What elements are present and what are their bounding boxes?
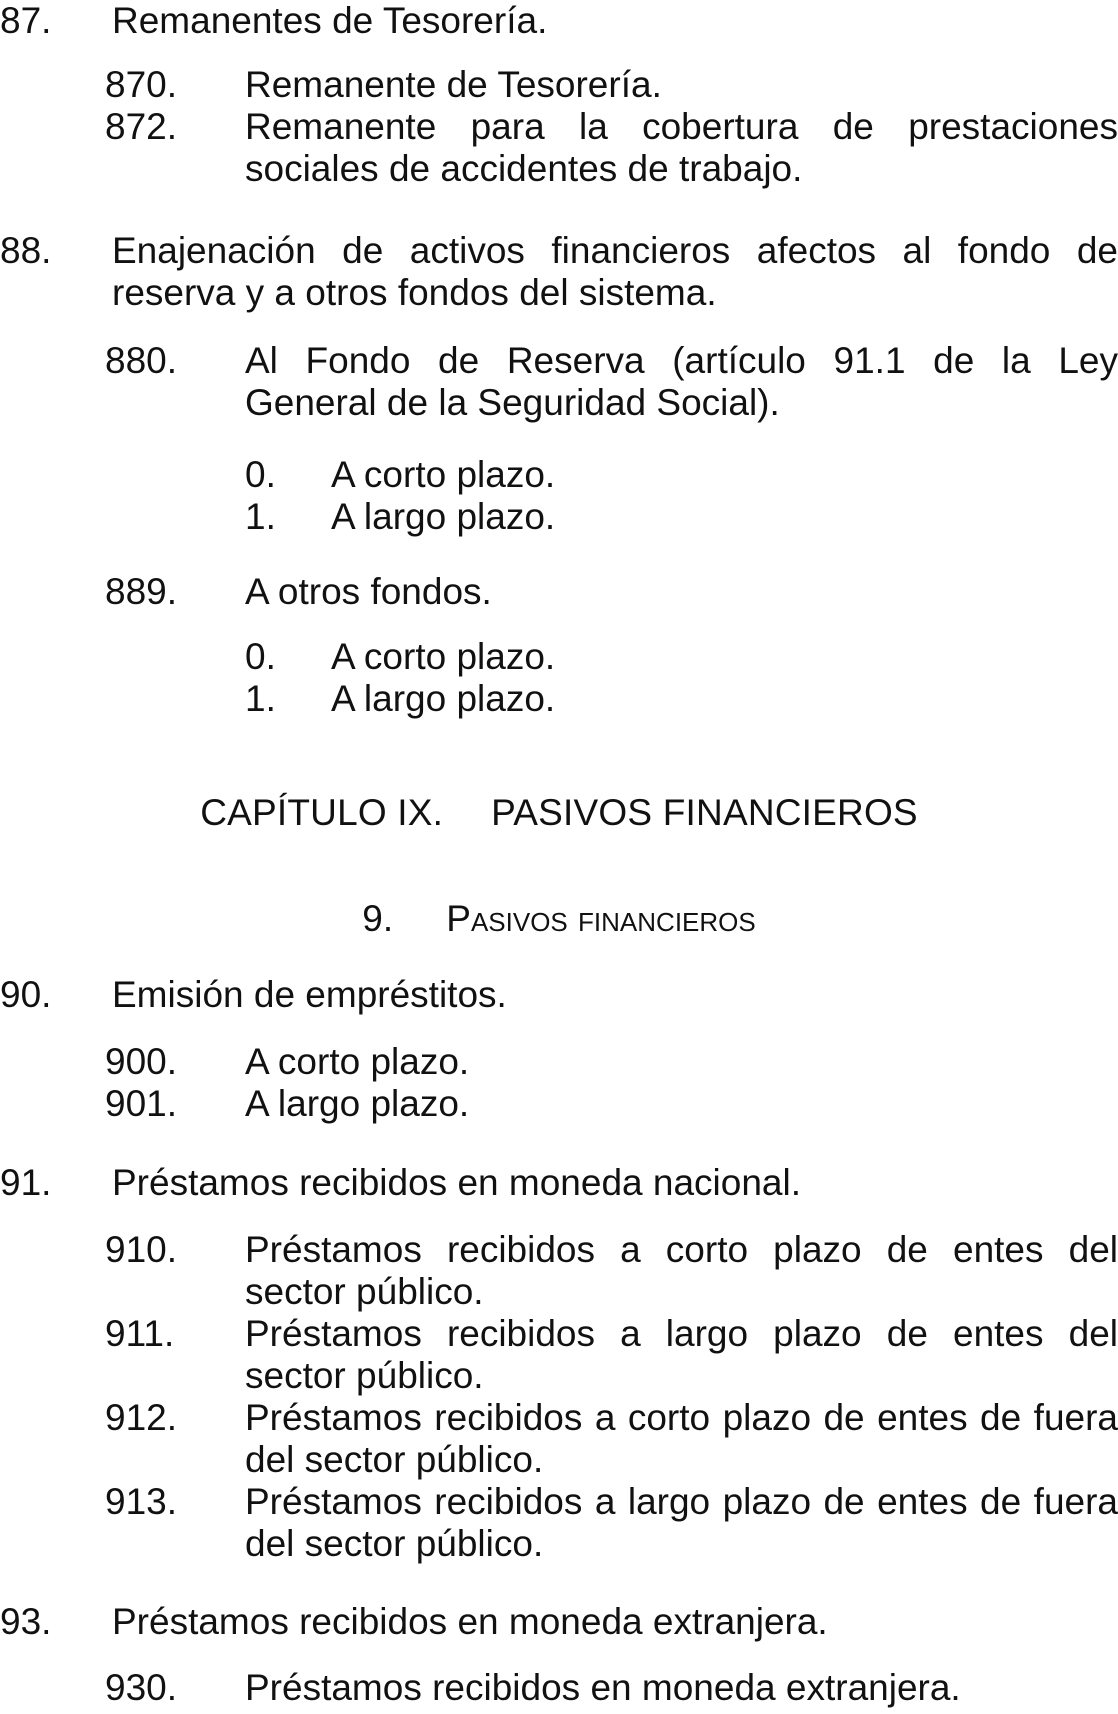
item-text: Préstamos recibidos en moneda extranjera. (112, 1601, 828, 1642)
item-text: A largo plazo. (331, 678, 556, 719)
chapter-title: PASIVOS FINANCIEROS (491, 792, 918, 833)
section-title: Pasivos financieros (446, 898, 756, 939)
list-item (0, 1162, 1118, 1204)
item-number: 0. (245, 454, 276, 495)
list-item (105, 64, 1118, 106)
item-number: 872. (105, 106, 178, 147)
item-text: Enajenación de activos financieros afectos al fondo de reserva y a otros fondos del sistema. (112, 230, 1118, 313)
item-number: 911. (105, 1313, 175, 1354)
list-item (105, 1667, 1118, 1709)
item-text: A corto plazo. (245, 1041, 470, 1082)
item-number: 880. (105, 340, 178, 381)
item-number: 1. (245, 678, 276, 719)
item-number: 901. (105, 1083, 178, 1124)
list-item (105, 1313, 1118, 1397)
item-number: 0. (245, 636, 276, 677)
item-text: Al Fondo de Reserva (artículo 91.1 de la Ley General de la Seguridad Social). (245, 340, 1118, 423)
section-number: 9. (362, 898, 394, 939)
item-text: A corto plazo. (331, 636, 556, 677)
item-text: Préstamos recibidos en moneda extranjera. (245, 1667, 961, 1708)
list-item (245, 678, 1118, 720)
item-text: Remanente de Tesorería. (245, 64, 662, 105)
list-item (245, 636, 1118, 678)
item-text: Préstamos recibidos a corto plazo de entes del sector público. (245, 1229, 1118, 1312)
item-number: 88. (0, 230, 52, 271)
item-number: 87. (0, 0, 52, 41)
list-item (105, 106, 1118, 190)
list-item (0, 974, 1118, 1016)
list-item (0, 230, 1118, 314)
list-item (105, 571, 1118, 613)
list-item (105, 1083, 1118, 1125)
list-item (105, 1481, 1118, 1565)
section-heading (0, 898, 1118, 940)
item-number: 90. (0, 974, 52, 1015)
item-number: 889. (105, 571, 178, 612)
item-text: Emisión de empréstitos. (112, 974, 507, 1015)
list-item (0, 1601, 1118, 1643)
item-text: Remanente para la cobertura de prestaciones sociales de accidentes de trabajo. (245, 106, 1118, 189)
item-number: 912. (105, 1397, 178, 1438)
item-text: Préstamos recibidos a corto plazo de entes de fuera del sector público. (245, 1397, 1118, 1480)
item-number: 913. (105, 1481, 178, 1522)
item-number: 1. (245, 496, 276, 537)
item-text: A largo plazo. (331, 496, 556, 537)
item-text: Préstamos recibidos a largo plazo de entes del sector público. (245, 1313, 1118, 1396)
item-number: 900. (105, 1041, 178, 1082)
item-number: 930. (105, 1667, 178, 1708)
item-text: Préstamos recibidos a largo plazo de entes de fuera del sector público. (245, 1481, 1118, 1564)
chapter-heading (0, 792, 1118, 834)
item-number: 910. (105, 1229, 178, 1270)
list-item (105, 340, 1118, 424)
item-text: A largo plazo. (245, 1083, 470, 1124)
list-item (245, 454, 1118, 496)
item-text: Préstamos recibidos en moneda nacional. (112, 1162, 801, 1203)
item-number: 93. (0, 1601, 52, 1642)
item-number: 91. (0, 1162, 52, 1203)
item-number: 870. (105, 64, 178, 105)
list-item (105, 1041, 1118, 1083)
list-item (245, 496, 1118, 538)
list-item (0, 0, 1118, 42)
item-text: A corto plazo. (331, 454, 556, 495)
chapter-label: CAPÍTULO IX. (200, 792, 444, 833)
list-item (105, 1397, 1118, 1481)
item-text: Remanentes de Tesorería. (112, 0, 548, 41)
list-item (105, 1229, 1118, 1313)
item-text: A otros fondos. (245, 571, 492, 612)
